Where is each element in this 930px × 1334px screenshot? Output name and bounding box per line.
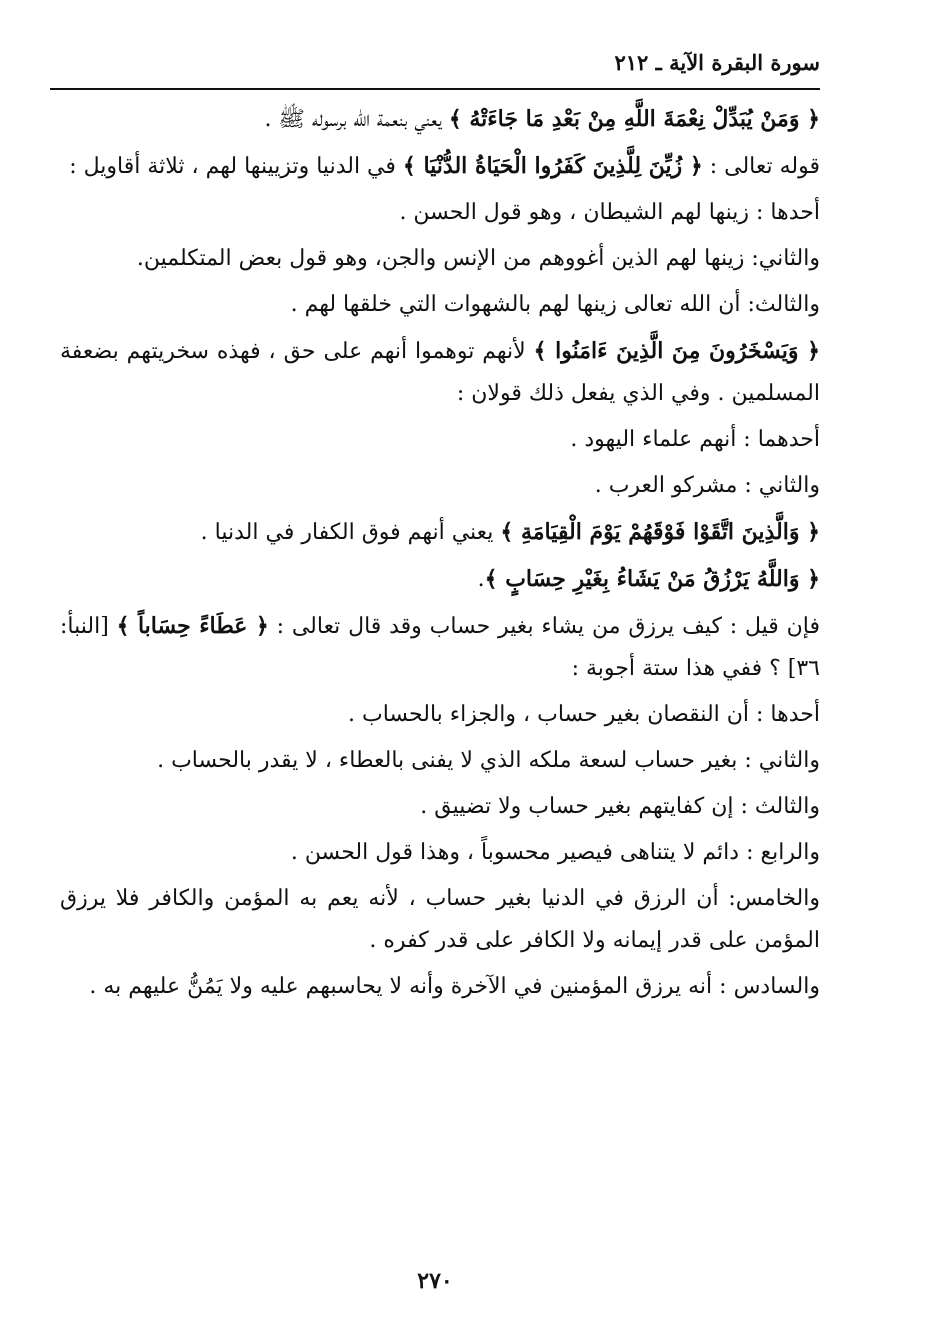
commentary-text: في الدنيا وتزيينها لهم ، ثلاثة أقاويل : [69, 154, 403, 179]
quran-verse: ﴿ وَاللَّهُ يَرْزُقُ مَنْ يَشَاءُ بِغَيْرِ حِسَابٍ ﴾ [484, 566, 820, 592]
paragraph-13: والثاني : بغير حساب لسعة ملكه الذي لا يفنى بالعطاء ، لا يقدر بالحساب . [157, 748, 820, 773]
paragraph-14: والثالث : إن كفايتهم بغير حساب ولا تضييق . [420, 794, 820, 819]
commentary-text: فإن قيل : كيف يرزق من يشاء بغير حساب وقد قال تعالى : [268, 614, 820, 639]
commentary-text: يعني بنعمة الله برسوله ﷺ . [264, 107, 449, 132]
quran-verse: ﴿ وَيَسْخَرُونَ مِنَ الَّذِينَ ءَامَنُوا ﴾ [533, 338, 820, 364]
commentary-text: . [477, 567, 485, 592]
paragraph-1 [60, 98, 820, 141]
paragraph-10 [60, 558, 820, 601]
quran-verse: ﴿ زُيِّنَ لِلَّذِينَ كَفَرُوا الْحَيَاةُ الدُّنْيَا ﴾ [402, 153, 703, 179]
book-page [50, 40, 820, 1300]
commentary-text: لأنهم توهموا أنهم على حق ، فهذه سخريتهم بضعفة المسلمين . وفي الذي يفعل ذلك قولان : [60, 339, 820, 406]
page-number: ٢٧٠ [417, 1268, 453, 1294]
commentary-text: [النبأ: ٣٦] ؟ ففي هذا ستة أجوبة : [60, 614, 820, 681]
paragraph-11 [60, 605, 820, 690]
quran-verse: ﴿ وَالَّذِينَ اتَّقَوْا فَوْقَهُمْ يَوْمَ الْقِيَامَةِ ﴾ [500, 519, 820, 545]
page-body [60, 98, 820, 1012]
commentary-text: يعني أنهم فوق الكفار في الدنيا . [200, 520, 501, 545]
paragraph-4: والثاني: زينها لهم الذين أغووهم من الإنس والجن، وهو قول بعض المتكلمين. [136, 246, 820, 271]
paragraph-2 [60, 145, 820, 188]
commentary-text: قوله تعالى : [702, 154, 820, 179]
running-header: سورة البقرة الآية ـ ٢١٢ [614, 50, 820, 75]
quran-verse: ﴿ وَمَنْ يُبَدِّلْ نِعْمَةَ اللَّهِ مِنْ بَعْدِ مَا جَاءَتْهُ ﴾ [448, 106, 820, 132]
paragraph-16: والخامس: أن الرزق في الدنيا بغير حساب ، لأنه يعم به المؤمن والكافر فلا يرزق المؤمن على قدر إيمانه ولا الكافر على قدر كفره . [60, 886, 820, 953]
paragraph-5: والثالث: أن الله تعالى زينها لهم بالشهوات التي خلقها لهم . [290, 292, 820, 317]
paragraph-6 [60, 330, 820, 415]
paragraph-12: أحدها : أن النقصان بغير حساب ، والجزاء بالحساب . [348, 702, 820, 727]
paragraph-9 [60, 511, 820, 554]
paragraph-3: أحدها : زينها لهم الشيطان ، وهو قول الحسن . [399, 200, 820, 225]
header-rule [50, 88, 820, 90]
paragraph-15: والرابع : دائم لا يتناهى فيصير محسوباً ، وهذا قول الحسن . [290, 840, 820, 865]
paragraph-8: والثاني : مشركو العرب . [594, 473, 820, 498]
quran-verse: ﴿ عَطَاءً حِسَاباً ﴾ [116, 613, 269, 639]
paragraph-7: أحدهما : أنهم علماء اليهود . [570, 427, 820, 452]
paragraph-17: والسادس : أنه يرزق المؤمنين في الآخرة وأنه لا يحاسبهم عليه ولا يَمُنُّ عليهم به . [89, 974, 820, 999]
